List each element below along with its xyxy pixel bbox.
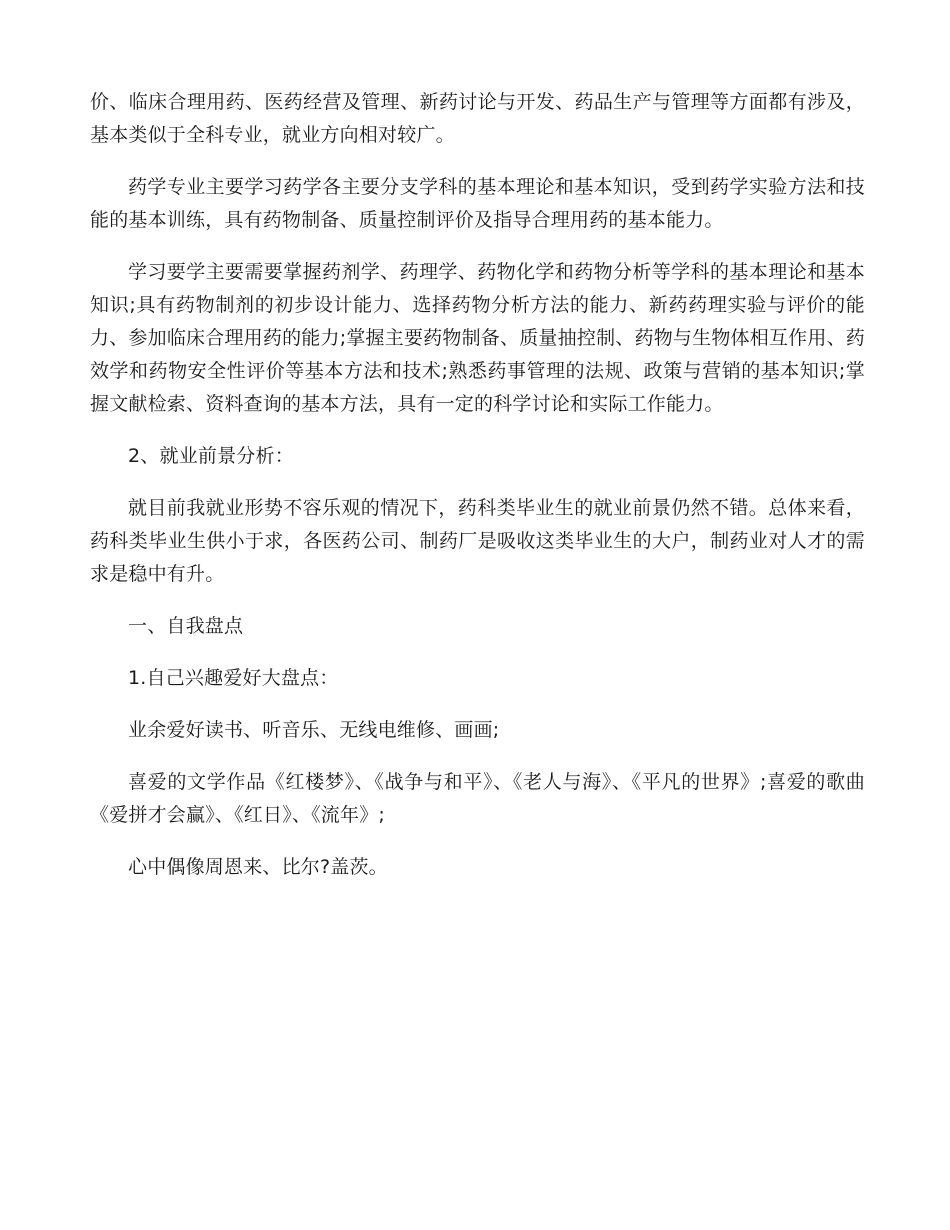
- section-heading-employment-prospects: 2、就业前景分析：: [128, 445, 294, 467]
- document-body: [90, 86, 865, 903]
- paragraph-employment-analysis: 就目前我就业形势不容乐观的情况下，药科类毕业生的就业前景仍然不错。总体来看，药科类毕业生供小于求，各医药公司、制药厂是吸收这类毕业生的大户，制药业对人才的需求是稳中有升。: [90, 497, 865, 585]
- paragraph-favorite-works: 喜爱的文学作品《红楼梦》、《战争与和平》、《老人与海》、《平凡的世界》;喜爱的歌曲《爱拼才会赢》、《红日》、《流年》;: [90, 771, 865, 826]
- paragraph-hobbies: 业余爱好读书、听音乐、无线电维修、画画;: [128, 719, 500, 741]
- paragraph-idols: 心中偶像周恩来、比尔?盖茨。: [128, 856, 388, 878]
- paragraph-pharmacy-study: 药学专业主要学习药学各主要分支学科的基本理论和基本知识，受到药学实验方法和技能的基本训练，具有药物制备、质量控制评价及指导合理用药的基本能力。: [90, 176, 865, 231]
- subheading-interests: 1.自己兴趣爱好大盘点：: [128, 667, 339, 689]
- section-heading-self-inventory: 一、自我盘点: [128, 615, 244, 637]
- paragraph-continued: 价、临床合理用药、医药经营及管理、新药讨论与开发、药品生产与管理等方面都有涉及，基本类似于全科专业，就业方向相对较广。: [90, 91, 865, 146]
- paragraph-knowledge-requirements: 学习要学主要需要掌握药剂学、药理学、药物化学和药物分析等学科的基本理论和基本知识;具有药物制剂的初步设计能力、选择药物分析方法的能力、新药药理实验与评价的能力、参加临床合理用药的能力;掌握主要药物制备、质量抽控制、药物与生物体相互作用、药效学和药物安全性评价等基本方法和技术;熟悉药事管理的法规、政策与营销的基本知识;掌握文献检索、资料查询的基本方法，具有一定的科学讨论和实际工作能力。: [90, 261, 865, 415]
